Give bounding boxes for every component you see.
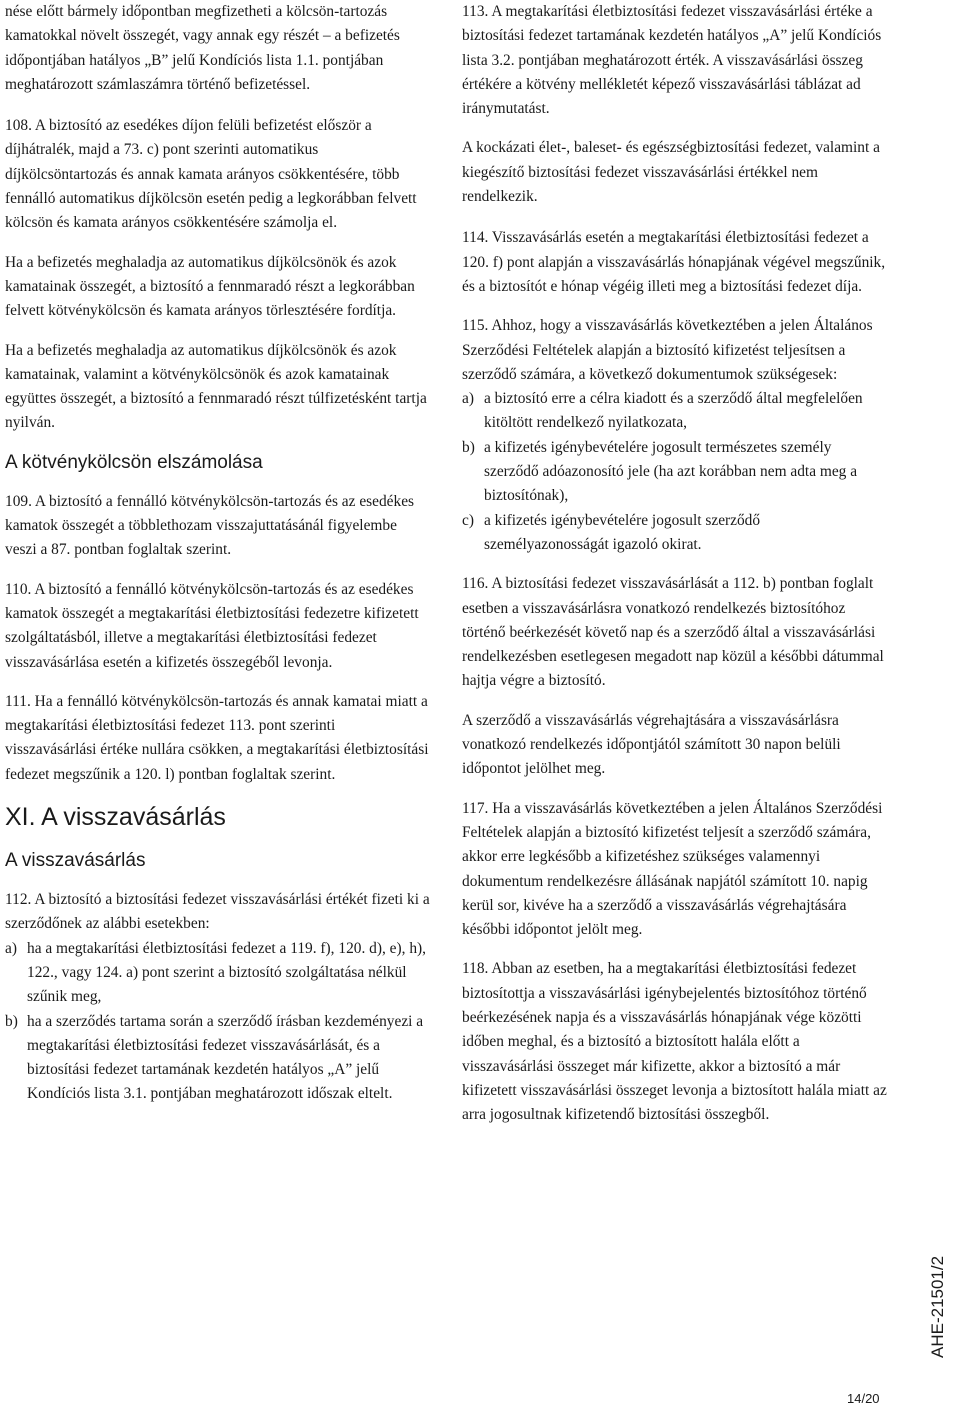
list-item-text: a biztosító erre a célra kiadott és a szerződő által megfelelően kitöltött rendelkező nyilatkozata, (484, 390, 863, 432)
paragraph-114: 114. Visszavásárlás esetén a megtakarítási életbiztosítási fedezet a 120. f) pont alapján a visszavásárlás hónapjának végével megszűnik, és a biztosítót e hónap végéig illeti meg a biztosítási fedezet díja. (462, 229, 886, 295)
paragraph-108-automatic-loans: Ha a befizetés meghaladja az automatikus díjkölcsönök és azok kamatainak összegét, a biztosító a fennmaradó részt a legkorábban felvett kötvénykölcsön és kamata arányos törlesztésére fordítja. (5, 253, 415, 320)
paragraph-risk-cover: A kockázati élet-, baleset- és egészségbiztosítási fedezet, valamint a kiegészítő biztosítási fedezet visszavásárlási értékkel nem rendelkezik. (462, 139, 880, 206)
list-item-label: a) (462, 390, 474, 408)
left-column (5, 0, 430, 1122)
page-number: 14/20 (847, 1391, 880, 1406)
document-code-text: AHE-21501/2 (928, 1255, 947, 1358)
list-item (5, 1010, 430, 1107)
paragraph-113: 113. A megtakarítási életbiztosítási fedezet visszavásárlási értéke a biztosítási fedezet tartamának kezdetén hatályos „A” jelű Kondíciós lista 3.2. pontjában meghatározott érték. A visszavásárlási összeg értékére a kötvény mellékletét képező visszavásárlási táblázat ad iránymutatást. (462, 3, 882, 118)
paragraph-111: 111. Ha a fennálló kötvénykölcsön-tartozás és annak kamatai miatt a megtakarítási életbiztosítási fedezet 113. pont szerinti visszavásárlási értéke nullára csökken, a megtakarítási életbiztosítási fedezet megszűnik a 120. l) pontban foglaltak szerint. (5, 692, 429, 783)
list-item (5, 937, 430, 1010)
paragraph-109: 109. A biztosító a fennálló kötvénykölcsön-tartozás és az esedékes kamatok összegét a többlethozam visszajuttatásánál figyelembe veszi a 87. pontban foglaltak szerint. (5, 492, 415, 559)
paragraph-108: 108. A biztosító az esedékes díjon felüli befizetést először a díjhátralék, majd a 73. c) pont szerinti automatikus díjkölcsöntartozás és annak kamata arányos csökkentésére, több fennálló automatikus díjkölcsön esetén pedig a legkorábban felvett kölcsön és kamata arányos csökkentésére számolja el. (5, 117, 417, 232)
paragraph-108-overpayment: Ha a befizetés meghaladja az automatikus díjkölcsönök és azok kamatainak, valamint a kötvénykölcsönök és azok kamatainak együttes összegét, a biztosító a fennmaradó részt túlfizetésként tartja nyilván. (5, 341, 427, 432)
right-column (462, 0, 887, 1142)
paragraph-surrender-date: A szerződő a visszavásárlás végrehajtására a visszavásárlásra vonatkozó rendelkezés időpontjától számított 30 napon belüli időpontot jelölhet meg. (462, 711, 841, 778)
chapter-title: XI. A visszavásárlás (5, 803, 226, 832)
paragraph-117: 117. Ha a visszavásárlás következtében a jelen Általános Szerződési Feltételek alapján a biztosító kifizetést teljesít a szerződő számára, akkor erre legkésőbb a kifizetéshez szükséges valamennyi dokumentum rendelkezésre állásának napjától számított 10. napig kerül sor, kivéve ha a szerződő a visszavásárlás végrehajtására későbbi időpontot jelölt meg. (462, 799, 883, 939)
list-item-label: b) (5, 1012, 18, 1030)
list-item-text: a kifizetés igénybevételére jogosult szerződő személyazonosságát igazoló okirat. (484, 511, 761, 553)
paragraph-115: 115. Ahhoz, hogy a visszavásárlás következtében a jelen Általános Szerződési Feltételek alapján a biztosító kifizetést teljesítsen a szerződő számára, a következő dokumentumok szükségesek: (462, 317, 873, 383)
list-112 (5, 937, 430, 1107)
list-item (462, 436, 887, 509)
list-item-text: ha a szerződés tartama során a szerződő írásban kezdeményezi a megtakarítási életbiztosítási fedezet visszavásárlását, és a biztosítási fedezet tartamának kezdetén hatályos „A” jelű Kondíciós lista 3.1. pontjában meghatározott időszak eltelt. (27, 1012, 424, 1103)
paragraph-116: 116. A biztosítási fedezet visszavásárlását a 112. b) pontban foglalt esetben a visszavásárlásra vonatkozó rendelkezés biztosítóhoz történő beérkezését követő nap és a szerződő által a visszavásárlási rendelkezésben esetlegesen megadott nap közül a későbbi dátummal hajtja végre a biztosító. (462, 575, 884, 690)
list-item (462, 387, 887, 436)
paragraph-112: 112. A biztosító a biztosítási fedezet visszavásárlási értékét fizeti ki a szerződőnek az alábbi esetekben: (5, 891, 430, 933)
list-item-label: b) (462, 438, 475, 456)
section-heading-surrender: A visszavásárlás (5, 850, 146, 872)
list-item-text: a kifizetés igénybevételére jogosult természetes személy szerződő adóazonosító jele (ha azt korábban nem adta meg a biztosítónak), (484, 438, 858, 505)
paragraph-118: 118. Abban az esetben, ha a megtakarítási életbiztosítási fedezet biztosítottja a visszavásárlási igénybejelentés biztosítóhoz történő beérkezésének napja és a visszavásárlás hónapjának vége közötti időben meghal, és a biztosító a biztosított halála előtt a visszavásárlási összeget már kifizette, akkor a biztosító a már kifizetett visszavásárlási összeget levonja a biztosított halála miatt az arra jogosultnak kifizetendő biztosítási összegből. (462, 960, 887, 1124)
list-item-text: ha a megtakarítási életbiztosítási fedezet a 119. f), 120. d), e), h), 122., vagy 124. a) pont szerint a biztosító szolgáltatása nélkül szűnik meg, (27, 939, 426, 1006)
paragraph-continuation: nése előtt bármely időpontban megfizetheti a kölcsön-tartozás kamatokkal növelt összegét, vagy annak egy részét – a befizetés időpontjában hatályos „B” jelű Kondíciós lista 1.1. pontjában meghatározott számlaszámra történő befizetéssel. (5, 3, 400, 93)
list-item (462, 509, 887, 558)
list-115 (462, 387, 887, 557)
section-heading-policy-loan-settlement: A kötvénykölcsön elszámolása (5, 451, 263, 473)
list-item-label: c) (462, 511, 474, 529)
list-item-label: a) (5, 939, 17, 957)
paragraph-110: 110. A biztosító a fennálló kötvénykölcsön-tartozás és az esedékes kamatok összegét a megtakarítási életbiztosítási fedezetre kifizetett szolgáltatásból, illetve a megtakarítási életbiztosítási fedezet visszavásárlása esetén a kifizetés összegéből levonja. (5, 580, 419, 671)
